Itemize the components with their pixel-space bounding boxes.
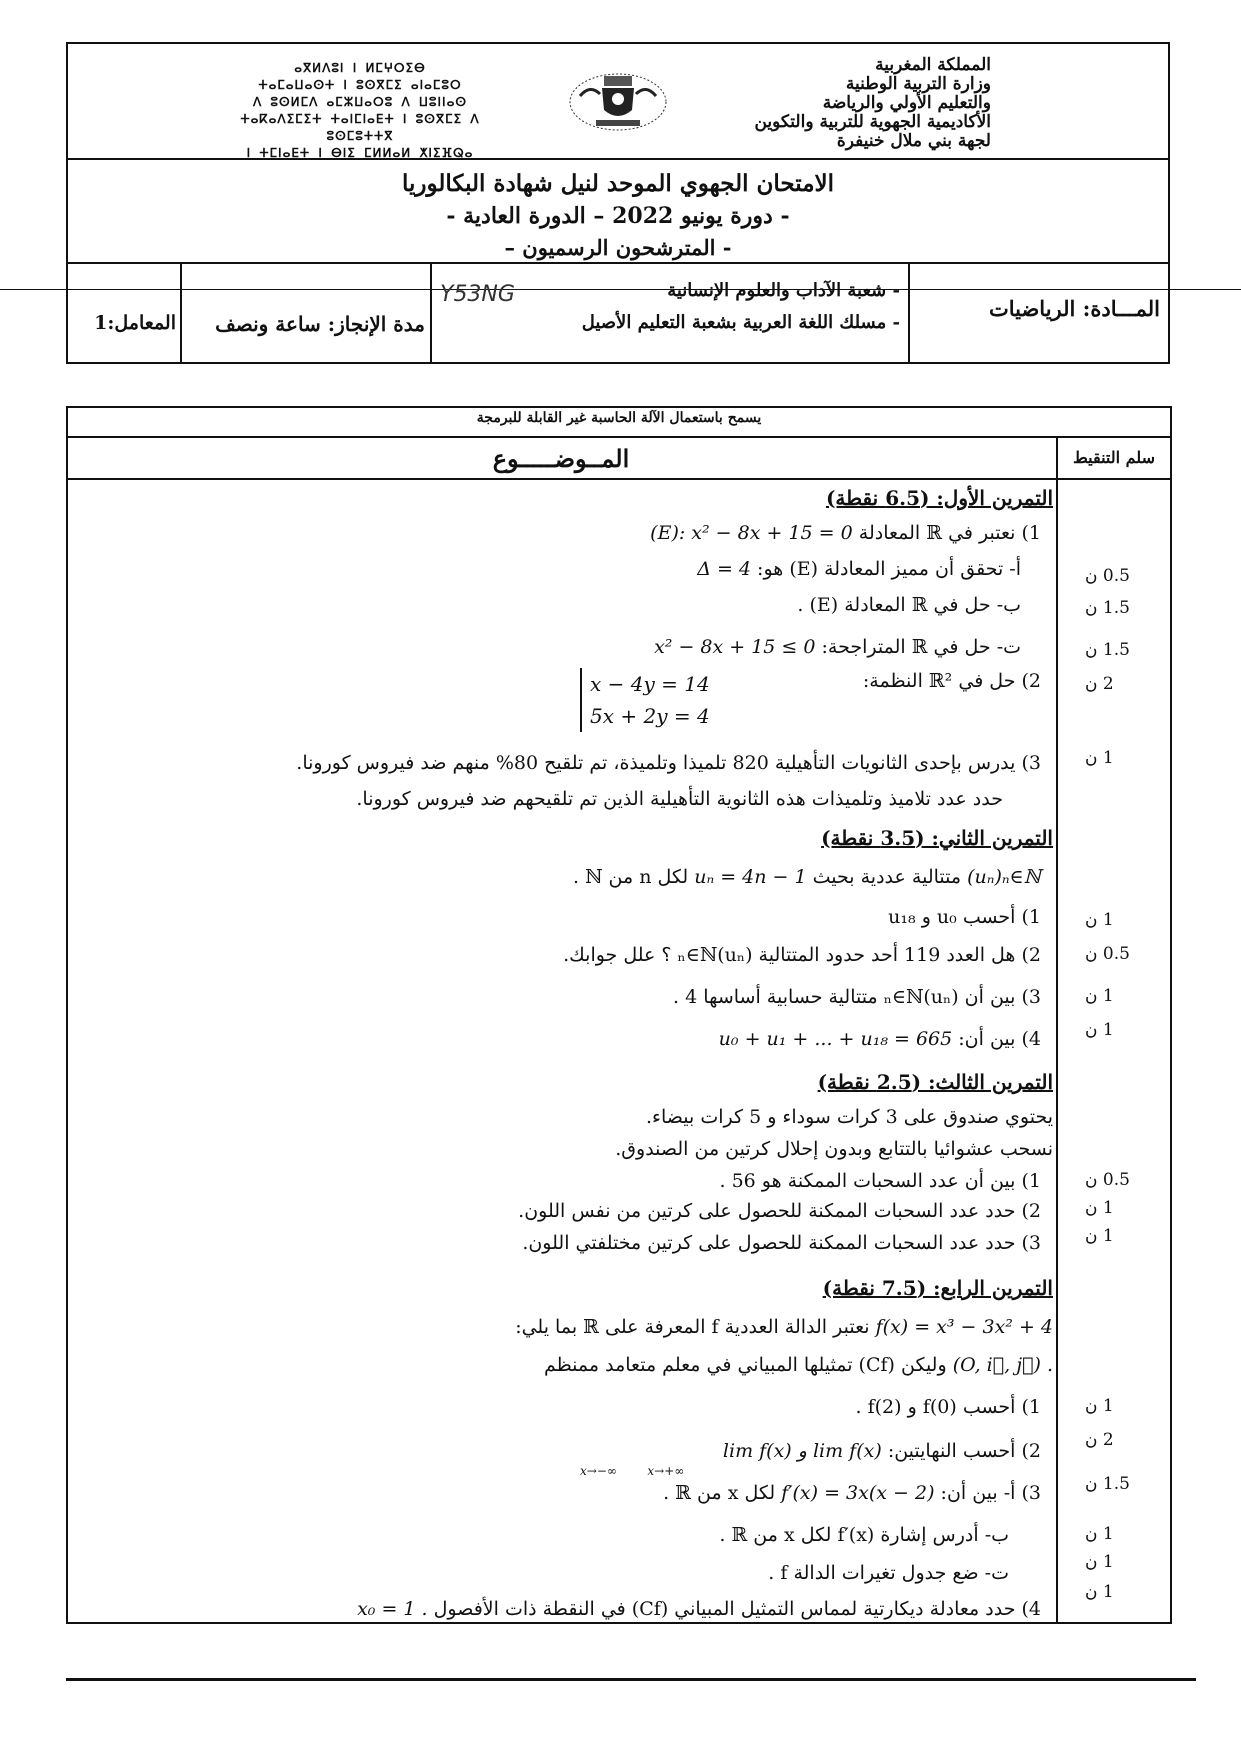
ministry-line: وزارة التربية الوطنية	[845, 74, 991, 94]
subject-label: المـــادة: الرياضيات	[988, 296, 1160, 321]
exam-title: الامتحان الجهوي الموحد لنيل شهادة البكالوريا	[401, 170, 835, 197]
ex4-points-q2: 2 ن	[1085, 1430, 1114, 1450]
exercise-4-title: التمرين الرابع: (7.5 نقطة)	[822, 1276, 1053, 1300]
ex1-q1c-equation: x² − 8x + 15 ≤ 0	[654, 636, 816, 658]
ex4-q1: 1) أحسب f(0) و f(2) .	[855, 1396, 1041, 1418]
ex1-q1a-equation: Δ = 4	[697, 558, 751, 580]
amazigh-line: ⵜⴰⴽⴰⴷⵉⵎⵉⵜ ⵜⴰⵏⵎⵏⴰⴹⵜ ⵏ ⵓⵙⴳⵎⵉ ⴷ ⵓⵙⵎⵓⵜⵜⴳ	[240, 112, 480, 143]
ex2-q1: 1) أحسب u₀ و u₁₈	[888, 906, 1041, 928]
amazigh-block	[220, 60, 500, 162]
ex4-q2-limits: lim f(x) و lim f(x)	[722, 1440, 882, 1462]
amazigh-line: ⴰⴳⵍⴷⵓⵏ ⵏ ⵍⵎⵖⵔⵉⴱ	[294, 61, 426, 75]
ex1-q3-line1: 3) يدرس بإحدى الثانويات التأهيلية 820 تلميذا وتلميذة، تم تلقيح 80% منهم ضد فيروس كورونا.	[296, 752, 1041, 774]
ex2-points-q2: 0.5 ن	[1085, 944, 1130, 964]
exercise-2-title: التمرين الثاني: (3.5 نقطة)	[821, 826, 1053, 850]
ex4-points-q1: 1 ن	[1085, 1396, 1114, 1416]
ex4-line2	[544, 1354, 1053, 1376]
ex4-line2-text: وليكن (Cf) تمثيلها المبياني في معلم متعامد ممنظم	[543, 1354, 947, 1376]
table-col-divider	[1056, 436, 1058, 1624]
ex1-points-q1a: 0.5 ن	[1085, 566, 1130, 586]
ex4-q3c: ت- ضع جدول تغيرات الدالة f .	[768, 1562, 1009, 1584]
ex4-points-q3c: 1 ن	[1085, 1552, 1114, 1572]
ex1-points-q1b: 1.5 ن	[1085, 598, 1130, 618]
exam-session: - دورة يونيو 2022 – الدورة العادية -	[446, 203, 790, 229]
ministry-block	[671, 56, 991, 151]
scale-column-header: سلم التنقيط	[1072, 448, 1155, 467]
ex1-points-q1c: 1.5 ن	[1085, 640, 1130, 660]
branch-line-2: - مسلك اللغة العربية بشعبة التعليم الأصيل	[581, 312, 900, 333]
ex4-q4	[357, 1598, 1041, 1620]
ex1-system-eq1: x − 4y = 14	[590, 672, 710, 696]
ex2-points-q3: 1 ن	[1085, 986, 1114, 1006]
ex1-points-q2: 2 ن	[1085, 674, 1114, 694]
ex3-q2: 2) حدد عدد السحبات الممكنة للحصول على كرتين من نفس اللون.	[518, 1200, 1041, 1222]
kingdom-emblem	[566, 66, 670, 134]
ex4-q4-text: 4) حدد معادلة ديكارتية لمماس التمثيل المبياني (Cf) في النقطة ذات الأفصول	[433, 1598, 1041, 1620]
ex2-intro-text: متتالية عددية بحيث	[812, 866, 962, 888]
ministry-line: والتعليم الأولي والرياضة	[822, 93, 991, 113]
ex4-line1	[515, 1316, 1053, 1338]
ex3-points-q1: 0.5 ن	[1085, 1170, 1130, 1190]
ex4-points-q3a: 1.5 ن	[1085, 1474, 1130, 1494]
ex4-q3b: ب- أدرس إشارة f′(x) لكل x من ℝ .	[719, 1524, 1009, 1546]
ex1-q3-line2: حدد عدد تلاميذ وتلميذات هذه الثانوية التأهيلية الذين تم تلقيحهم ضد فيروس كورونا.	[356, 788, 1003, 810]
ex2-intro-end: لكل n من ℕ .	[573, 866, 689, 888]
ex2-points-q4: 1 ن	[1085, 1020, 1114, 1040]
ex4-q2	[723, 1440, 1041, 1462]
ex1-q1b: ب- حل في ℝ المعادلة (E) .	[797, 594, 1021, 616]
ex4-function-def: f(x) = x³ − 3x² + 4	[875, 1316, 1053, 1338]
ex3-q3: 3) حدد عدد السحبات الممكنة للحصول على كرتين مختلفتي اللون.	[522, 1232, 1041, 1254]
ex4-q2-limit-subscripts: x→−∞ x→+∞	[580, 1464, 685, 1478]
footer-rule	[66, 1678, 1196, 1681]
ex4-q3a	[663, 1482, 1041, 1504]
ex1-system	[580, 668, 710, 732]
exercise-1-title: التمرين الأول: (6.5 نقطة)	[825, 486, 1053, 510]
ex2-q3: 3) بين أن (uₙ)ₙ∈ℕ متتالية حسابية أساسها 4 .	[673, 986, 1041, 1008]
ex2-q4-equation: u₀ + u₁ + ... + u₁₈ = 665	[718, 1028, 953, 1050]
ex1-q1a-text: أ- تحقق أن مميز المعادلة (E) هو:	[757, 558, 1021, 580]
ex1-system-eq2: 5x + 2y = 4	[590, 704, 710, 728]
duration-label: مدة الإنجاز: ساعة ونصف	[215, 312, 425, 336]
ministry-line: لجهة بني ملال خنيفرة	[836, 131, 991, 151]
ex2-intro	[573, 866, 1041, 888]
ex1-q2: 2) حل في ℝ² النظمة:	[862, 670, 1041, 692]
ex4-q3a-equation: f′(x) = 3x(x − 2)	[781, 1482, 935, 1504]
ex2-sequence: (uₙ)ₙ∈ℕ	[967, 866, 1041, 888]
ex3-line1: يحتوي صندوق على 3 كرات سوداء و 5 كرات بيضاء.	[646, 1106, 1053, 1128]
ex1-q1-text: 1) نعتبر في ℝ المعادلة	[858, 522, 1041, 544]
ex4-frame: (O, i⃗, j⃗) .	[952, 1354, 1053, 1376]
ex1-q1a	[697, 558, 1021, 580]
ex4-line1-text: نعتبر الدالة العددية f المعرفة على ℝ بما يلي:	[515, 1316, 870, 1338]
ex4-q3a-text: 3) أ- بين أن:	[940, 1482, 1041, 1504]
calculator-note: يسمح باستعمال الآلة الحاسبة غير القابلة للبرمجة	[476, 410, 762, 426]
ex1-q1	[650, 522, 1041, 544]
ex2-q4-text: 4) بين أن:	[958, 1028, 1041, 1050]
ex2-q4	[719, 1028, 1041, 1050]
exam-code: Y53NG	[440, 282, 515, 307]
header-col-divider-3	[180, 262, 182, 364]
ex3-points-q2: 1 ن	[1085, 1198, 1114, 1218]
ex4-q2-text: 2) أحسب النهايتين:	[887, 1440, 1041, 1462]
coefficient-label: المعامل:1	[94, 312, 176, 334]
subject-column-header: المــوضـــــوع	[492, 444, 630, 473]
ex4-q3a-end: لكل x من ℝ .	[663, 1482, 776, 1504]
ex1-q1c-text: ت- حل في ℝ المتراجحة:	[821, 636, 1021, 658]
amazigh-line: ⴷ ⵓⵙⵍⵎⴷ ⴰⵎⵣⵡⴰⵔⵓ ⴷ ⵡⵓⵏⵏⴰⵙ	[253, 95, 467, 109]
ex2-q2: 2) هل العدد 119 أحد حدود المتتالية (uₙ)ₙ∈ℕ ؟ علل جوابك.	[563, 944, 1041, 966]
header-divider-2	[66, 262, 1170, 264]
ex4-points-q3b: 1 ن	[1085, 1524, 1114, 1544]
ex1-q1c	[654, 636, 1021, 658]
table-divider-head	[66, 478, 1172, 480]
amazigh-line: ⵜⴰⵎⴰⵡⴰⵙⵜ ⵏ ⵓⵙⴳⵎⵉ ⴰⵏⴰⵎⵓⵔ	[258, 78, 462, 92]
ex2-general-term: uₙ = 4n − 1	[694, 866, 807, 888]
exam-candidates: - المترشحون الرسميون –	[504, 235, 732, 260]
header-col-divider-1	[908, 262, 910, 364]
header-col-divider-2	[430, 262, 432, 364]
ex4-q4-equation: x₀ = 1 .	[357, 1598, 428, 1620]
ex4-points-q4: 1 ن	[1085, 1582, 1114, 1602]
amazigh-line: ⵏ ⵜⵎⵏⴰⴹⵜ ⵏ ⴱⵏⵉ ⵎⵍⵍⴰⵍ ⵅⵏⵉⴼⵕⴰ	[246, 146, 474, 160]
exercise-3-title: التمرين الثالث: (2.5 نقطة)	[817, 1070, 1053, 1094]
ex1-points-q3: 1 ن	[1085, 748, 1114, 768]
ministry-line: المملكة المغربية	[875, 55, 991, 75]
ex2-points-q1: 1 ن	[1085, 910, 1114, 930]
table-divider-note	[66, 436, 1172, 438]
ex1-q1-equation: (E): x² − 8x + 15 = 0	[650, 522, 853, 544]
ex3-points-q3: 1 ن	[1085, 1226, 1114, 1246]
ex3-q1: 1) بين أن عدد السحبات الممكنة هو 56 .	[719, 1170, 1041, 1192]
ex3-line2: نسحب عشوائيا بالتتابع وبدون إحلال كرتين من الصندوق.	[615, 1138, 1053, 1160]
ministry-line: الأكاديمية الجهوية للتربية والتكوين	[754, 112, 991, 132]
branch-line-1: - شعبة الآداب والعلوم الإنسانية	[667, 280, 900, 301]
